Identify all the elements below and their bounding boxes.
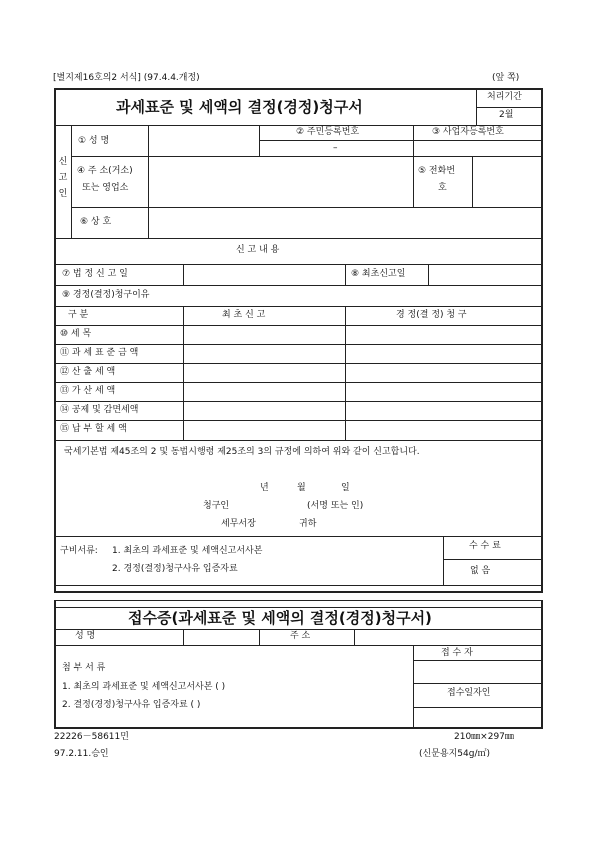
page-side-label: (앞 쪽) xyxy=(492,73,520,83)
table-row-label: ⑮ 납 부 할 세 액 xyxy=(60,424,127,434)
receipt-attachments-label: 첨 부 서 류 xyxy=(62,663,106,673)
footer-paper: (신문용지54g/㎡) xyxy=(419,749,490,759)
date-day-label: 일 xyxy=(341,483,350,493)
signature-note: (서명 또는 인) xyxy=(307,501,364,511)
claim-reason-label: ⑨ 경정(결정)청구이유 xyxy=(62,290,150,300)
table-row-label: ⑬ 가 산 세 액 xyxy=(60,386,116,396)
address-label-line2: 또는 영업소 xyxy=(82,183,129,193)
processing-period-value: 2월 xyxy=(499,110,514,120)
table-row-label: ⑩ 세 목 xyxy=(60,329,92,339)
resident-number-separator: – xyxy=(333,143,338,153)
form-number: [별지제16호의2 서식] (97.4.4.개정) xyxy=(53,73,200,83)
fee-label: 수 수 료 xyxy=(469,541,501,551)
attachment-item: 2. 경정(결정)청구사유 입증자료 xyxy=(112,564,238,574)
processing-period-label: 처리기간 xyxy=(487,92,522,102)
declaration-statement: 국세기본법 제45조의 2 및 동법시행령 제25조의 3의 규정에 의하여 위와 같이 신고합니다. xyxy=(64,447,420,457)
date-month-label: 월 xyxy=(297,483,306,493)
report-section-title: 신 고 내 용 xyxy=(236,245,280,255)
first-report-date-label: ⑧ 최초신고일 xyxy=(351,269,406,279)
recipient-suffix: 귀하 xyxy=(299,519,317,529)
receipt-title: 접수증(과세표준 및 세액의 결정(경정)청구서) xyxy=(128,609,432,627)
phone-label-line2: 호 xyxy=(438,183,447,193)
receipt-attachment-item: 1. 최초의 과세표준 및 세액신고서사본 ( ) xyxy=(62,682,226,692)
business-number-label: ③ 사업자등록번호 xyxy=(432,127,504,137)
statutory-date-label: ⑦ 법 정 신 고 일 xyxy=(62,269,128,279)
name-label: ① 성 명 xyxy=(78,136,110,146)
fee-value: 없 음 xyxy=(470,566,491,576)
table-row-label: ⑪ 과 세 표 준 금 액 xyxy=(60,348,139,358)
receiver-label: 접 수 자 xyxy=(441,648,473,658)
attachments-label: 구비서류: xyxy=(60,546,98,556)
table-row-label: ⑭ 공제 및 감면세액 xyxy=(60,405,139,415)
attachment-item: 1. 최초의 과세표준 및 세액신고서사본 xyxy=(112,546,263,556)
date-year-label: 년 xyxy=(260,483,269,493)
footer-approval: 97.2.11.승인 xyxy=(54,749,109,759)
phone-label-line1: ⑤ 전화번 xyxy=(418,166,456,176)
table-row-label: ⑫ 산 출 세 액 xyxy=(60,367,116,377)
column-header-original: 최 초 신 고 xyxy=(222,310,266,320)
resident-number-label: ② 주민등록번호 xyxy=(296,127,360,137)
claimant-label: 청구인 xyxy=(203,501,230,511)
trade-name-label: ⑥ 상 호 xyxy=(80,217,112,227)
footer-code: 22226－58611민 xyxy=(54,732,129,742)
column-header-correction: 경 정(결 정) 청 구 xyxy=(396,310,467,320)
column-header-category: 구 분 xyxy=(68,310,89,320)
receipt-name-label: 성 명 xyxy=(75,631,96,641)
filer-section-label: 신 고 인 xyxy=(58,157,68,199)
receipt-date-stamp-label: 접수일자인 xyxy=(447,688,491,698)
recipient-office: 세무서장 xyxy=(221,519,256,529)
receipt-attachment-item: 2. 결정(경정)청구사유 입증자료 ( ) xyxy=(62,700,201,710)
form-title: 과세표준 및 세액의 결정(경정)청구서 xyxy=(116,98,363,116)
receipt-address-label: 주 소 xyxy=(290,631,311,641)
address-label-line1: ④ 주 소(거소) xyxy=(77,166,133,176)
footer-size: 210㎜×297㎜ xyxy=(454,732,514,742)
